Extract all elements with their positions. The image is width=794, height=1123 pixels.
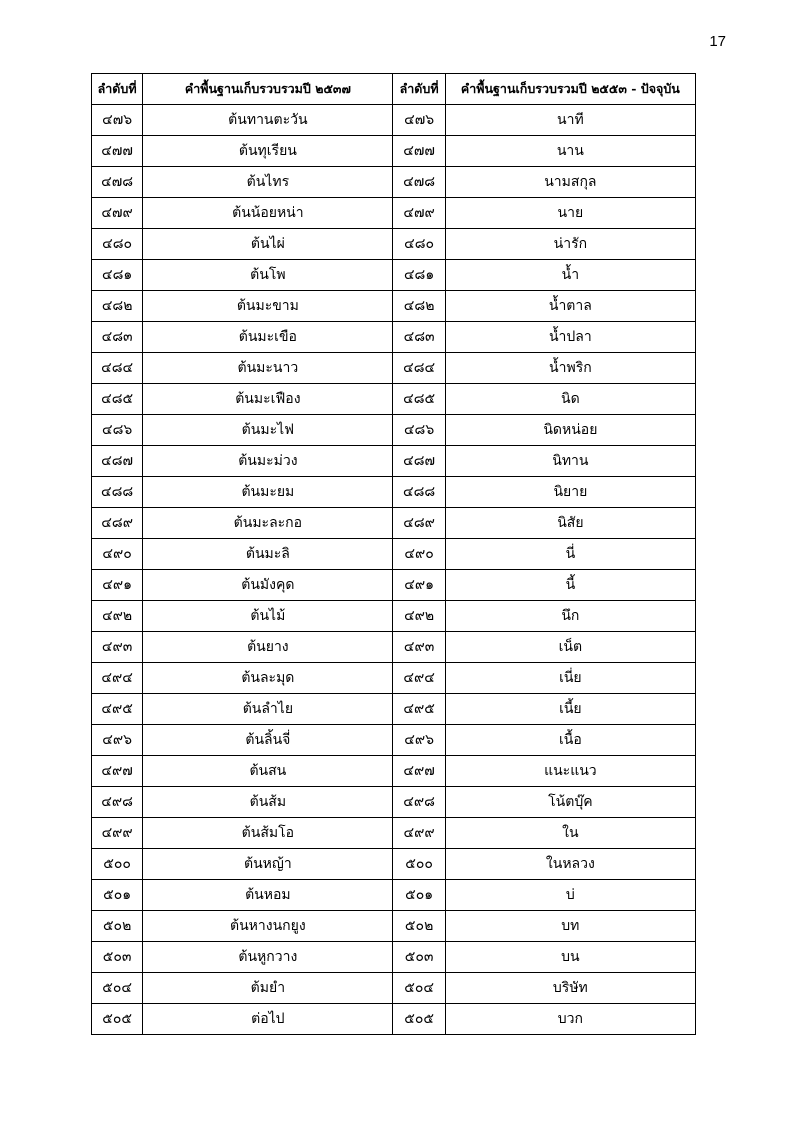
table-row (92, 322, 696, 353)
table-row (92, 508, 696, 539)
word-1992: ต้นมะเขือ (143, 322, 393, 353)
table-row (92, 694, 696, 725)
row-number-2010: ๔๘๘ (393, 477, 445, 508)
word-2010: แนะแนว (445, 756, 695, 787)
row-number-1992: ๕๐๕ (92, 1004, 143, 1035)
word-2010: นิด (445, 384, 695, 415)
row-number-1992: ๕๐๐ (92, 849, 143, 880)
word-2010: นาน (445, 136, 695, 167)
table-row (92, 105, 696, 136)
table-row (92, 136, 696, 167)
table-row (92, 539, 696, 570)
table-row (92, 632, 696, 663)
word-2010: น้ำ (445, 260, 695, 291)
row-number-2010: ๔๘๒ (393, 291, 445, 322)
row-number-2010: ๔๗๗ (393, 136, 445, 167)
word-1992: ต้นมะเฟือง (143, 384, 393, 415)
table-row (92, 291, 696, 322)
row-number-1992: ๔๙๘ (92, 787, 143, 818)
row-number-2010: ๔๘๔ (393, 353, 445, 384)
table-row (92, 477, 696, 508)
header-words-2553-present: คำพื้นฐานเก็บรวบรวมปี ๒๕๕๓ - ปัจจุบัน (445, 74, 695, 105)
word-1992: ต้นไทร (143, 167, 393, 198)
row-number-2010: ๔๙๕ (393, 694, 445, 725)
table-row (92, 1004, 696, 1035)
row-number-1992: ๔๘๒ (92, 291, 143, 322)
row-number-2010: ๔๗๖ (393, 105, 445, 136)
table-row (92, 229, 696, 260)
word-1992: ต้นยาง (143, 632, 393, 663)
table-row (92, 849, 696, 880)
row-number-1992: ๔๘๐ (92, 229, 143, 260)
row-number-1992: ๔๘๙ (92, 508, 143, 539)
row-number-1992: ๕๐๑ (92, 880, 143, 911)
word-2010: เนี่ย (445, 663, 695, 694)
word-1992: ต้นลิ้นจี่ (143, 725, 393, 756)
row-number-1992: ๔๘๘ (92, 477, 143, 508)
word-2010: นิสัย (445, 508, 695, 539)
word-1992: ต้นหางนกยูง (143, 911, 393, 942)
row-number-1992: ๔๘๑ (92, 260, 143, 291)
row-number-1992: ๔๙๗ (92, 756, 143, 787)
word-2010: นิทาน (445, 446, 695, 477)
word-1992: ต้นน้อยหน่า (143, 198, 393, 229)
word-1992: ต้นส้มโอ (143, 818, 393, 849)
row-number-2010: ๔๗๘ (393, 167, 445, 198)
table-row (92, 198, 696, 229)
row-number-1992: ๔๘๓ (92, 322, 143, 353)
word-1992: ต่อไป (143, 1004, 393, 1035)
table-row (92, 973, 696, 1004)
table-row (92, 880, 696, 911)
row-number-1992: ๔๙๕ (92, 694, 143, 725)
table-header (92, 74, 696, 105)
row-number-2010: ๔๙๐ (393, 539, 445, 570)
word-1992: ต้นสน (143, 756, 393, 787)
row-number-2010: ๔๘๙ (393, 508, 445, 539)
row-number-1992: ๔๗๖ (92, 105, 143, 136)
table-row (92, 570, 696, 601)
row-number-2010: ๕๐๕ (393, 1004, 445, 1035)
row-number-2010: ๔๙๓ (393, 632, 445, 663)
header-order-number-1: ลำดับที่ (92, 74, 143, 105)
word-2010: ใน (445, 818, 695, 849)
word-2010: บท (445, 911, 695, 942)
word-1992: ต้นหอม (143, 880, 393, 911)
row-number-1992: ๕๐๔ (92, 973, 143, 1004)
word-1992: ต้นลำไย (143, 694, 393, 725)
table-row (92, 663, 696, 694)
header-order-number-2: ลำดับที่ (393, 74, 445, 105)
word-2010: บริษัท (445, 973, 695, 1004)
row-number-2010: ๔๘๗ (393, 446, 445, 477)
row-number-2010: ๕๐๐ (393, 849, 445, 880)
row-number-1992: ๔๘๖ (92, 415, 143, 446)
table-row (92, 911, 696, 942)
word-1992: ต้นไผ่ (143, 229, 393, 260)
row-number-1992: ๕๐๓ (92, 942, 143, 973)
table-body (92, 105, 696, 1035)
table-row (92, 787, 696, 818)
table-row (92, 353, 696, 384)
row-number-2010: ๔๘๓ (393, 322, 445, 353)
table-row (92, 167, 696, 198)
row-number-2010: ๔๘๑ (393, 260, 445, 291)
word-2010: น้ำตาล (445, 291, 695, 322)
word-2010: เนี้ย (445, 694, 695, 725)
table-row (92, 756, 696, 787)
word-2010: นี้ (445, 570, 695, 601)
row-number-1992: ๔๘๔ (92, 353, 143, 384)
word-1992: ต้นละมุด (143, 663, 393, 694)
word-2010: นิดหน่อย (445, 415, 695, 446)
table-row (92, 725, 696, 756)
row-number-1992: ๔๙๙ (92, 818, 143, 849)
word-2010: น้ำพริก (445, 353, 695, 384)
row-number-2010: ๔๙๘ (393, 787, 445, 818)
row-number-2010: ๔๘๐ (393, 229, 445, 260)
row-number-2010: ๔๗๙ (393, 198, 445, 229)
word-2010: บ่ (445, 880, 695, 911)
table-row (92, 384, 696, 415)
row-number-2010: ๕๐๑ (393, 880, 445, 911)
word-2010: โน้ตบุ๊ค (445, 787, 695, 818)
header-words-2537: คำพื้นฐานเก็บรวบรวมปี ๒๕๓๗ (143, 74, 393, 105)
word-2010: นึก (445, 601, 695, 632)
row-number-1992: ๔๙๓ (92, 632, 143, 663)
row-number-2010: ๔๙๙ (393, 818, 445, 849)
word-2010: น่ารัก (445, 229, 695, 260)
row-number-1992: ๔๘๗ (92, 446, 143, 477)
word-2010: นิยาย (445, 477, 695, 508)
header-row (92, 74, 696, 105)
row-number-2010: ๔๙๑ (393, 570, 445, 601)
table-row (92, 942, 696, 973)
word-2010: ในหลวง (445, 849, 695, 880)
word-1992: ต้นส้ม (143, 787, 393, 818)
word-1992: ต้นทุเรียน (143, 136, 393, 167)
row-number-1992: ๔๙๐ (92, 539, 143, 570)
word-1992: ต้นมะลิ (143, 539, 393, 570)
table-row (92, 601, 696, 632)
word-2010: บน (445, 942, 695, 973)
row-number-2010: ๕๐๒ (393, 911, 445, 942)
row-number-1992: ๔๙๔ (92, 663, 143, 694)
word-1992: ต้นหูกวาง (143, 942, 393, 973)
row-number-2010: ๔๙๖ (393, 725, 445, 756)
row-number-1992: ๔๗๘ (92, 167, 143, 198)
word-2010: นาที (445, 105, 695, 136)
word-1992: ต้นมะไฟ (143, 415, 393, 446)
page-number: 17 (709, 33, 726, 50)
word-table (91, 73, 696, 1035)
row-number-1992: ๕๐๒ (92, 911, 143, 942)
word-2010: น้ำปลา (445, 322, 695, 353)
row-number-2010: ๔๘๕ (393, 384, 445, 415)
word-2010: นาย (445, 198, 695, 229)
row-number-1992: ๔๗๗ (92, 136, 143, 167)
word-2010: เนื้อ (445, 725, 695, 756)
word-2010: บวก (445, 1004, 695, 1035)
word-1992: ต้นมังคุด (143, 570, 393, 601)
row-number-2010: ๔๘๖ (393, 415, 445, 446)
row-number-2010: ๔๙๔ (393, 663, 445, 694)
table-row (92, 818, 696, 849)
table-row (92, 260, 696, 291)
word-1992: ต้นมะนาว (143, 353, 393, 384)
word-2010: เน็ต (445, 632, 695, 663)
word-1992: ต้นทานตะวัน (143, 105, 393, 136)
table-row (92, 415, 696, 446)
row-number-2010: ๕๐๔ (393, 973, 445, 1004)
row-number-2010: ๕๐๓ (393, 942, 445, 973)
row-number-1992: ๔๗๙ (92, 198, 143, 229)
word-1992: ต้นไม้ (143, 601, 393, 632)
word-1992: ต้นมะม่วง (143, 446, 393, 477)
row-number-1992: ๔๘๕ (92, 384, 143, 415)
word-1992: ต้นหญ้า (143, 849, 393, 880)
row-number-1992: ๔๙๑ (92, 570, 143, 601)
row-number-1992: ๔๙๒ (92, 601, 143, 632)
table-row (92, 446, 696, 477)
word-1992: ต้นมะยม (143, 477, 393, 508)
word-1992: ต้มยำ (143, 973, 393, 1004)
row-number-2010: ๔๙๒ (393, 601, 445, 632)
word-1992: ต้นมะขาม (143, 291, 393, 322)
row-number-2010: ๔๙๗ (393, 756, 445, 787)
word-2010: นามสกุล (445, 167, 695, 198)
word-1992: ต้นโพ (143, 260, 393, 291)
word-1992: ต้นมะละกอ (143, 508, 393, 539)
row-number-1992: ๔๙๖ (92, 725, 143, 756)
word-2010: นี่ (445, 539, 695, 570)
